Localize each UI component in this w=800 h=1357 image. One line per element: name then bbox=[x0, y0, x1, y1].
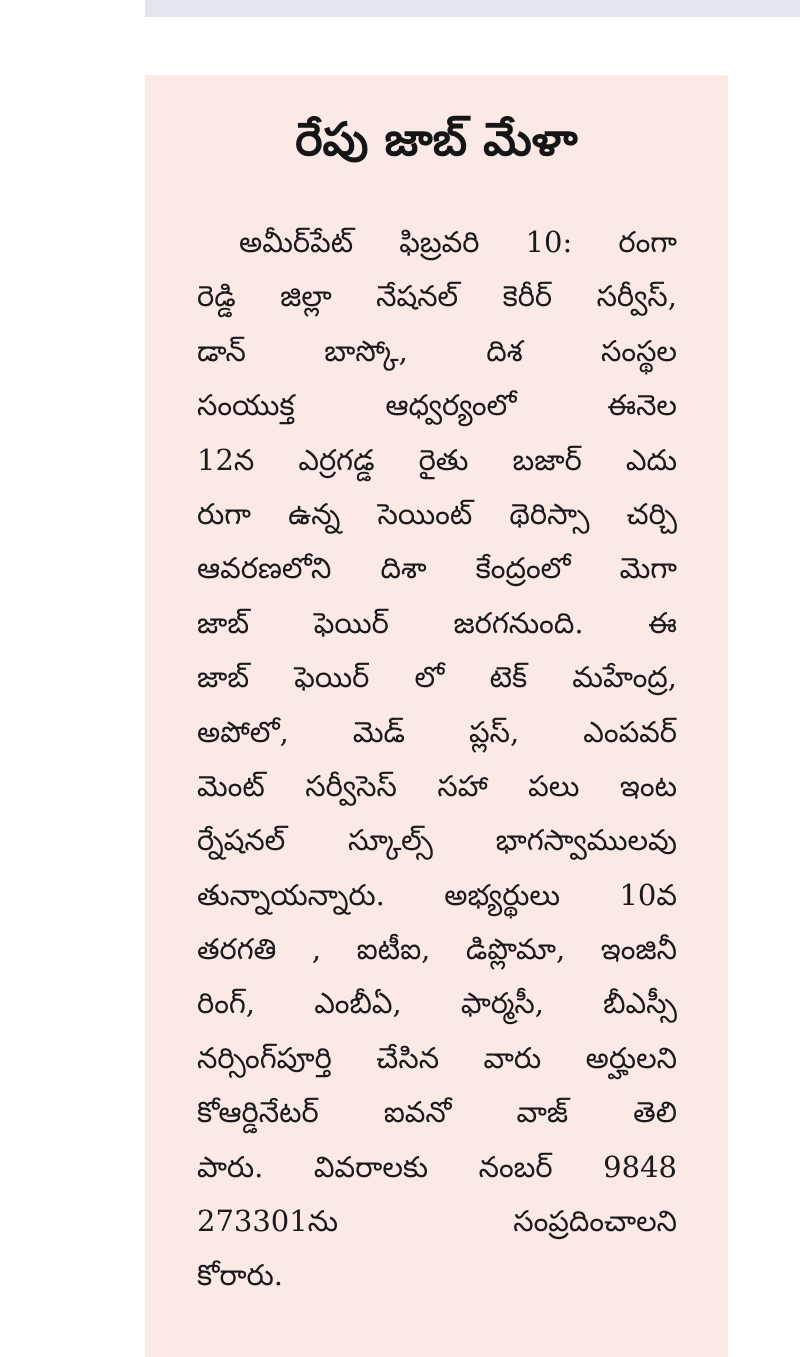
article-line: ర్నేషనల్ స్కూల్స్ భాగస్వాములవు bbox=[197, 823, 677, 858]
article-line: కోఆర్డినేటర్ ఐవనో వాజ్ తెలి bbox=[197, 1095, 677, 1130]
article-line: జాబ్ ఫెయిర్ జరగనుంది. ఈ bbox=[197, 605, 677, 640]
article-line: నర్సింగ్‌పూర్తి చేసిన వారు అర్హులని bbox=[197, 1040, 677, 1075]
headline: రేపు జాబ్ మేళా bbox=[295, 112, 578, 166]
article-line: ఆవరణలోని దిశా కేంద్రంలో మెగా bbox=[197, 551, 677, 586]
article-line: తరగతి , ఐటీఐ, డిప్లొమా, ఇంజినీ bbox=[197, 932, 677, 967]
top-bar bbox=[145, 0, 800, 17]
article-line: రెడ్డి జిల్లా నేషనల్ కెరీర్ సర్వీస్, bbox=[197, 279, 677, 314]
article-line: రింగ్, ఎంబీఏ, ఫార్మసీ, బీఎస్సీ bbox=[197, 986, 677, 1021]
article-line: జాబ్ ఫెయిర్ లో టెక్ మహేంద్ర, bbox=[197, 660, 677, 695]
article-line: కోరారు. bbox=[197, 1258, 284, 1293]
news-clipping bbox=[145, 75, 728, 1357]
article-line: మెంట్ సర్వీసెస్ సహా పలు ఇంట bbox=[197, 768, 677, 803]
article-line: అపోలో, మెడ్ ప్లస్, ఎంపవర్ bbox=[197, 714, 677, 749]
article-line: 273301ను సంప్రదించాలని bbox=[197, 1204, 677, 1239]
article-body bbox=[197, 215, 677, 1303]
article-line: 12న ఎర్రగడ్డ రైతు బజార్ ఎదు bbox=[197, 442, 677, 477]
article-line: డాన్ బాస్కో, దిశ సంస్థల bbox=[197, 333, 677, 368]
article-line: తున్నాయన్నారు. అభ్యర్థులు 10వ bbox=[197, 877, 677, 912]
article-line: పారు. వివరాలకు నంబర్ 9848 bbox=[197, 1149, 677, 1184]
article-line: సంయుక్త ఆధ్వర్యంలో ఈనెల bbox=[197, 388, 677, 423]
article-line: రుగా ఉన్న సెయింట్ థెరిస్సా చర్చి bbox=[197, 496, 677, 531]
article-line: అమీర్‌పేట్ ఫిబ్రవరి 10: రంగా bbox=[239, 225, 677, 259]
